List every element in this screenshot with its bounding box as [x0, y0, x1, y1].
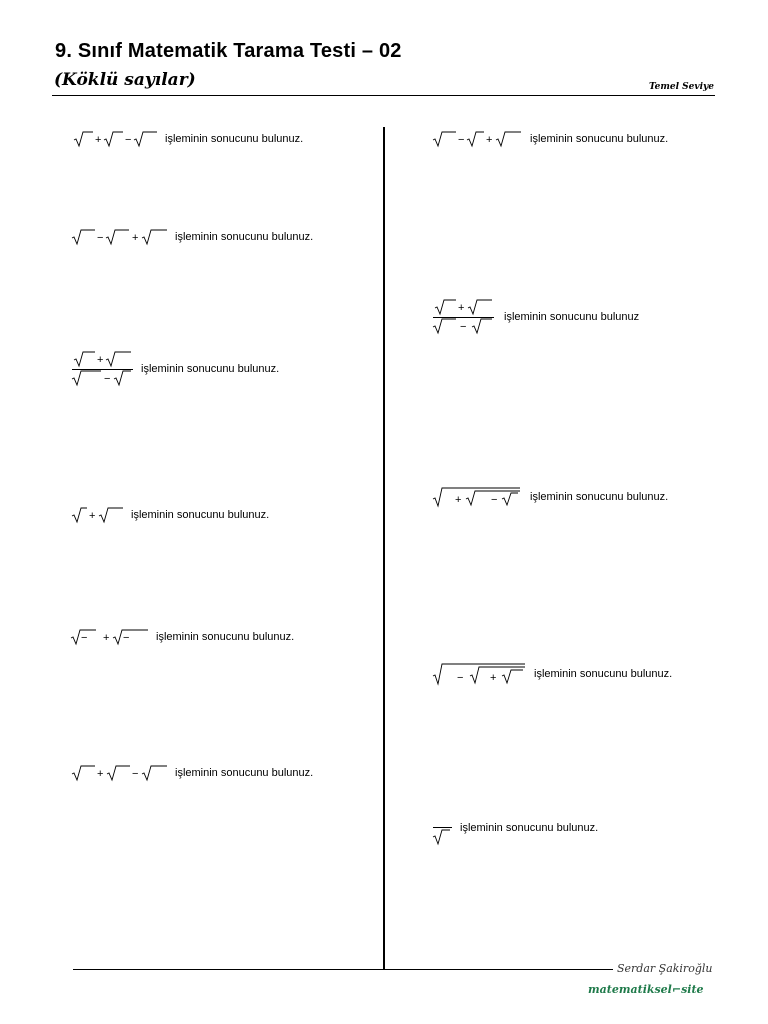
svg-text:−: −	[460, 321, 467, 333]
svg-text:+: +	[97, 768, 104, 780]
question-text: işleminin sonucunu bulunuz.	[534, 668, 673, 680]
column-divider	[383, 127, 385, 969]
svg-text:+: +	[458, 302, 465, 314]
question-left-3	[71, 350, 279, 388]
svg-text:−: −	[491, 494, 498, 506]
author-signature: Serdar Şakiroğlu	[617, 962, 713, 975]
svg-text:+: +	[132, 232, 139, 244]
page-title: 9. Sınıf Matematik Tarama Testi – 02	[55, 40, 402, 62]
radical-fraction	[71, 350, 135, 388]
radical-expression	[71, 228, 169, 246]
radical-expression	[71, 764, 169, 782]
site-logo	[588, 983, 704, 996]
question-left-2	[71, 228, 313, 246]
svg-text:+: +	[95, 134, 102, 146]
svg-text:+: +	[89, 510, 96, 522]
radical-expression	[432, 130, 524, 148]
site-name: matematiksel	[588, 983, 672, 996]
svg-text:−: −	[123, 632, 130, 644]
question-text: işleminin sonucunu bulunuz.	[165, 133, 304, 145]
question-text: işleminin sonucunu bulunuz.	[460, 822, 599, 834]
radical-expression	[432, 662, 528, 686]
question-text: işleminin sonucunu bulunuz.	[141, 363, 280, 375]
svg-text:+: +	[490, 672, 497, 684]
question-left-5	[70, 628, 294, 646]
question-text: işleminin sonucunu bulunuz.	[175, 231, 314, 243]
svg-text:−: −	[125, 134, 132, 146]
radical-expression	[71, 506, 125, 524]
question-text: işleminin sonucunu bulunuz.	[530, 491, 669, 503]
svg-text:+: +	[486, 134, 493, 146]
question-text: işleminin sonucunu bulunuz.	[156, 631, 295, 643]
question-left-1	[73, 130, 303, 148]
question-text: işleminin sonucunu bulunuz	[504, 311, 640, 323]
radical-fraction	[432, 298, 498, 336]
radical-expression	[70, 628, 150, 646]
question-right-2	[432, 298, 639, 336]
svg-text:−: −	[97, 232, 104, 244]
site-suffix: site	[681, 983, 704, 996]
svg-text:+: +	[455, 494, 462, 506]
question-left-4	[71, 506, 269, 524]
radical-expression	[73, 130, 159, 148]
level-label: Temel Seviye	[648, 82, 714, 92]
svg-text:+: +	[97, 354, 104, 366]
question-right-5	[432, 818, 598, 846]
question-left-6	[71, 764, 313, 782]
question-right-3	[432, 486, 668, 508]
svg-text:+: +	[103, 632, 110, 644]
svg-text:−: −	[457, 672, 464, 684]
radical-expression	[432, 486, 524, 508]
svg-text:−: −	[104, 373, 111, 385]
header-divider	[52, 95, 715, 96]
svg-text:−: −	[81, 632, 88, 644]
question-right-4	[432, 662, 672, 686]
footer-divider	[73, 969, 613, 970]
question-text: işleminin sonucunu bulunuz.	[131, 509, 270, 521]
question-text: işleminin sonucunu bulunuz.	[530, 133, 669, 145]
question-right-1	[432, 130, 668, 148]
page-subtitle: (Köklü sayılar)	[54, 70, 196, 90]
svg-text:−: −	[458, 134, 465, 146]
radical-fraction	[432, 818, 454, 846]
svg-text:−: −	[132, 768, 139, 780]
squiggle-icon: ⌐	[671, 983, 682, 996]
question-text: işleminin sonucunu bulunuz.	[175, 767, 314, 779]
